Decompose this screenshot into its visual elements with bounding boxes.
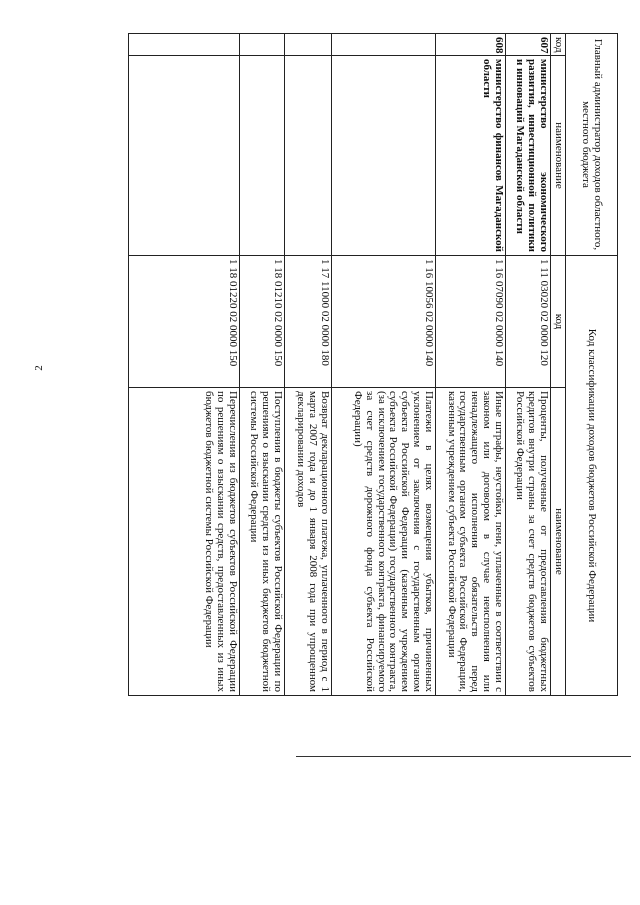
revenue-classification-table	[128, 33, 618, 696]
table-row	[285, 34, 332, 696]
class-code-cell: 1 16 07090 02 0000 140	[436, 256, 506, 388]
class-code-cell: 1 18 01210 02 0000 150	[240, 256, 285, 388]
table-row	[240, 34, 285, 696]
class-group-header: Код классификации доходов бюджетов Российской Федерации	[566, 256, 618, 696]
admin-name-header: наименование	[551, 56, 566, 256]
admin-group-header: Главный администратор доходов областного, местного бюджета	[566, 34, 618, 256]
rotated-table-container	[128, 33, 618, 695]
admin-code-cell: 607	[506, 34, 551, 56]
admin-code-cell: 608	[436, 34, 506, 56]
class-name-cell: Поступления в бюджеты субъектов Российской Федерации по решениям о взыскании средств из иных бюджетов бюджетной системы Российской Федерации	[240, 388, 285, 696]
admin-name-cell	[129, 56, 240, 256]
page-number: 2	[32, 365, 45, 371]
class-name-cell: Перечисления из бюджетов субъектов Российской Федерации по решениям о взыскании средств, предоставленных из иных бюджетов бюджетной системы Российской Федерации	[129, 388, 240, 696]
admin-name-cell	[240, 56, 285, 256]
class-name-header: наименование	[551, 388, 566, 696]
class-name-cell: Платежи в целях возмещения убытков, причиненных уклонением от заключения с государственным органом субъекта Российской Федерации (казенным учреждением субъекта Российской Федерации) государственного контракта, (за исключением государственного контракта, финансируемого за счет средств дорожного фонда субъекта Российской Федерации)	[332, 388, 436, 696]
admin-name-cell: министерство экономического развития, инвестиционной политики и инноваций Магаданской области	[506, 56, 551, 256]
footer-rule	[296, 756, 631, 757]
class-name-cell: Иные штрафы, неустойки, пени, уплаченные в соответствии с законом или договором в случае неисполнения или ненадлежащего исполнения обязательств перед государственным органом субъекта Российской Федерации, казенным учреждением субъекта Российской Федерации	[436, 388, 506, 696]
table-row	[332, 34, 436, 696]
class-code-cell: 1 11 03020 02 0000 120	[506, 256, 551, 388]
class-name-cell: Возврат декларационного платежа, уплаченного в период с 1 марта 2007 года и до 1 января 2008 года при упрощенном декларировании доходов	[285, 388, 332, 696]
class-code-cell: 1 18 01220 02 0000 150	[129, 256, 240, 388]
table-row	[436, 34, 506, 696]
admin-name-cell: министерство финансов Магаданской области	[436, 56, 506, 256]
admin-code-cell	[285, 34, 332, 56]
class-code-cell: 1 17 11000 02 0000 180	[285, 256, 332, 388]
admin-code-header: код	[551, 34, 566, 56]
admin-name-cell	[285, 56, 332, 256]
class-code-cell: 1 16 10056 02 0000 140	[332, 256, 436, 388]
class-code-header: код	[551, 256, 566, 388]
admin-code-cell	[332, 34, 436, 56]
admin-name-cell	[332, 56, 436, 256]
table-row	[506, 34, 551, 696]
table-row	[129, 34, 240, 696]
admin-code-cell	[129, 34, 240, 56]
admin-code-cell	[240, 34, 285, 56]
class-name-cell: Проценты, полученные от предоставления бюджетных кредитов внутри страны за счет средств бюджетов субъектов Российской Федерации	[506, 388, 551, 696]
